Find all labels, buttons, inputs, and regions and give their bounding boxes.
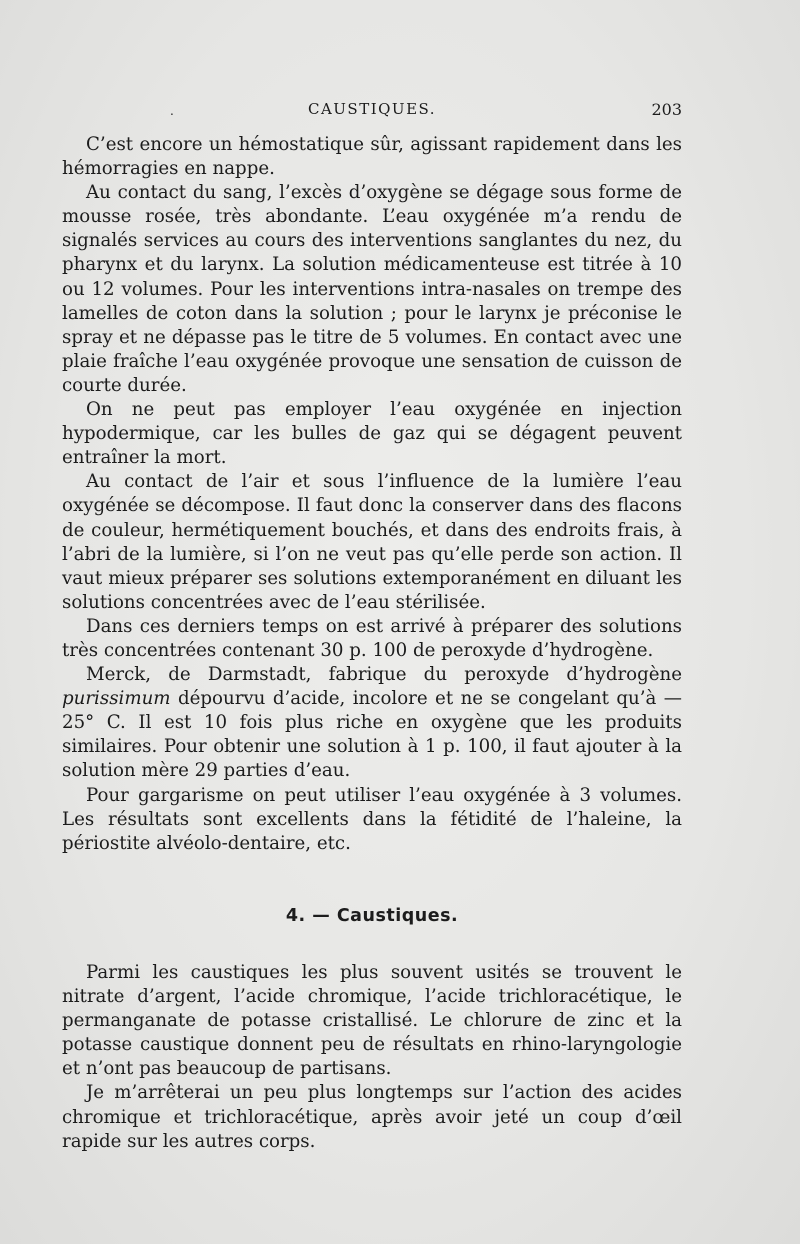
- paragraph-merck: [62, 663, 682, 783]
- paragraph-contact-sang: Au contact du sang, l’excès d’oxygène se dégage sous forme de mousse rosée, très abondante. L’eau oxygénée m’a rendu de signalés services au cours des interventions sanglantes du nez, du pharynx et du larynx. La solution médicamenteuse est titrée à 10 ou 12 volumes. Pour les interventions intra-nasales on trempe des lamelles de coton dans la solution ; pour le larynx je préconise le spray et ne dépasse pas le titre de 5 volumes. En contact avec une plaie fraîche l’eau oxygénée provoque une sensation de cuisson de courte durée.: [62, 182, 682, 396]
- merck-text-after: dépourvu d’acide, incolore et ne se congelant qu’à — 25° C. Il est 10 fois plus riche en oxygène que les produits similaires. Pour obtenir une solution à 1 p. 100, il faut ajouter à la solution mère 29 parties d’eau.: [62, 688, 682, 782]
- paragraph-caustiques-list: Parmi les caustiques les plus souvent usités se trouvent le nitrate d’argent, l’acide chromique, l’acide trichloracétique, le permanganate de potasse cristallisé. Le chlorure de zinc et la potasse caustique donnent peu de résultats en rhino-laryngologie et n’ont pas beaucoup de partisans.: [62, 962, 682, 1080]
- paragraph-decomposition: Au contact de l’air et sous l’influence de la lumière l’eau oxygénée se décompose. Il faut donc la conserver dans des flacons de couleur, hermétiquement bouchés, et dans des endroits frais, à l’abri de la lumière, si l’on ne veut pas qu’elle perde son action. Il vaut mieux préparer ses solutions extemporanément en diluant les solutions concentrées avec de l’eau stérilisée.: [62, 471, 682, 613]
- paragraph-injection: On ne peut pas employer l’eau oxygénée en injection hypodermique, car les bulles de gaz qui se dégagent peuvent entraîner la mort.: [62, 399, 682, 469]
- section-heading: 4. — Caustiques.: [285, 906, 459, 926]
- page-number: 203: [651, 100, 682, 119]
- running-header: [62, 100, 682, 124]
- paragraph-hemostatique: C’est encore un hémostatique sûr, agissant rapidement dans les hémorragies en nappe.: [62, 134, 682, 180]
- merck-italic-term: purissimum: [62, 688, 171, 710]
- merck-text-before: Merck, de Darmstadt, fabrique du peroxyde d’hydrogène: [86, 664, 682, 686]
- running-title: CAUSTIQUES.: [307, 100, 437, 118]
- paragraph-solutions-concentrees: Dans ces derniers temps on est arrivé à préparer des solutions très concentrées contenant 30 p. 100 de peroxyde d’hydrogène.: [62, 615, 682, 661]
- stray-dot: .: [170, 104, 174, 118]
- section-text: [62, 961, 682, 1154]
- paragraph-gargarisme: Pour gargarisme on peut utiliser l’eau oxygénée à 3 volumes. Les résultats sont excellents dans la fétidité de l’haleine, la périostite alvéolo-dentaire, etc.: [62, 784, 682, 854]
- paragraph-acides: Je m’arrêterai un peu plus longtemps sur l’action des acides chromique et trichloracétique, après avoir jeté un coup d’œil rapide sur les autres corps.: [62, 1082, 682, 1152]
- main-text: [62, 133, 682, 856]
